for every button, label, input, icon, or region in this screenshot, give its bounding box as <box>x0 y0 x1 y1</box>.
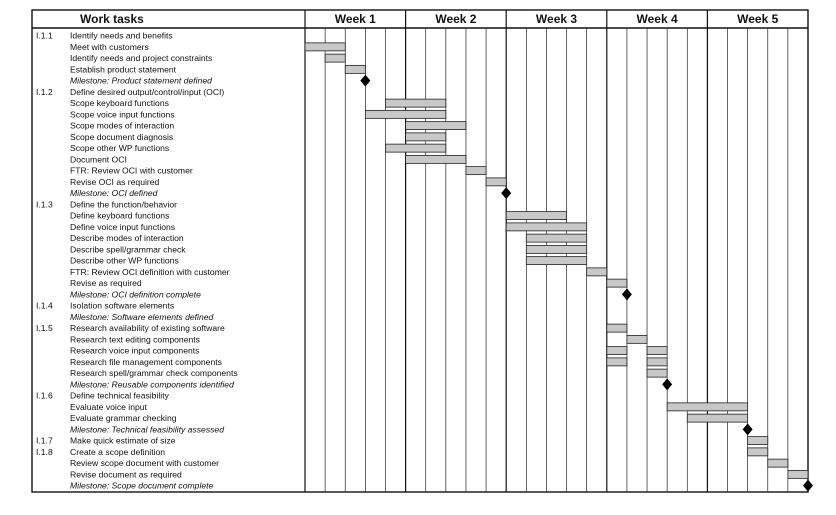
task-bar <box>406 133 446 141</box>
task-id: I.1.4 <box>36 300 53 311</box>
task-bar <box>647 347 667 355</box>
task-label: Research availability of existing software <box>70 323 225 334</box>
task-bars <box>305 43 808 479</box>
milestone-label: Milestone: Product statement defined <box>70 75 212 86</box>
task-id: I.1.5 <box>36 323 53 334</box>
task-label: Scope modes of interaction <box>70 120 175 131</box>
task-label: Identify needs and project constraints <box>70 53 213 64</box>
milestone-label: Milestone: Software elements defined <box>70 311 214 322</box>
task-bar <box>607 324 627 332</box>
task-bar <box>607 279 627 287</box>
task-label: Document OCI <box>70 154 127 165</box>
task-label: Research spell/grammar check components <box>70 368 238 379</box>
task-bar <box>526 234 586 242</box>
task-bar <box>506 223 586 231</box>
task-label: Describe modes of interaction <box>70 233 184 244</box>
task-label: Revise OCI as required <box>70 176 160 187</box>
task-id: I.1.6 <box>36 390 53 401</box>
task-label: Define technical feasibility <box>70 390 169 401</box>
task-bar <box>748 448 768 456</box>
task-bar <box>385 144 445 152</box>
task-bar <box>466 167 486 175</box>
task-label: Research file management components <box>70 356 222 367</box>
week-header: Week 5 <box>737 12 779 26</box>
task-bar <box>325 54 345 62</box>
task-label: Scope other WP functions <box>70 143 170 154</box>
task-label: Research voice input components <box>70 345 200 356</box>
task-label: Scope keyboard functions <box>70 98 169 109</box>
task-label: Research text editing components <box>70 334 200 345</box>
task-bar <box>788 470 808 478</box>
milestone-label: Milestone: Scope document complete <box>70 480 214 491</box>
task-bar <box>526 245 586 253</box>
task-label: Revise as required <box>70 278 142 289</box>
task-label: Describe other WP functions <box>70 255 179 266</box>
task-bar <box>748 437 768 445</box>
task-label: Scope document diagnosis <box>70 131 174 142</box>
task-bar <box>506 212 566 220</box>
week-header: Week 2 <box>435 12 477 26</box>
task-label: Define voice input functions <box>70 221 176 232</box>
milestone-diamond <box>622 288 632 300</box>
task-bar <box>365 110 445 118</box>
task-label: Scope voice input functions <box>70 109 175 120</box>
task-label: Revise document as required <box>70 469 182 480</box>
task-label: Evaluate voice input <box>70 401 147 412</box>
task-bar <box>768 459 788 467</box>
task-bar <box>345 65 365 73</box>
task-label: Review scope document with customer <box>70 458 220 469</box>
task-bar <box>406 122 466 130</box>
task-id: I.1.8 <box>36 446 53 457</box>
task-label: Define the function/behavior <box>70 199 178 210</box>
milestone-diamond <box>501 187 511 199</box>
task-label: Evaluate grammar checking <box>70 413 177 424</box>
header-row <box>80 12 779 26</box>
task-label: Make quick estimate of size <box>70 435 176 446</box>
milestone-diamond <box>803 480 813 492</box>
milestone-label: Milestone: Technical feasibility assessed <box>70 424 224 435</box>
milestone-diamond <box>360 75 370 87</box>
task-id: I.1.7 <box>36 435 53 446</box>
task-id: I.1.1 <box>36 30 53 41</box>
task-bar <box>385 99 445 107</box>
task-label: Create a scope definition <box>70 446 166 457</box>
task-bar <box>526 257 586 265</box>
task-id: I.1.3 <box>36 199 53 210</box>
task-bar <box>406 155 466 163</box>
task-bar <box>607 358 627 366</box>
task-label: FTR: Review OCI with customer <box>70 165 193 176</box>
task-bar <box>687 414 747 422</box>
task-label: Describe spell/grammar check <box>70 244 186 255</box>
milestone-label: Milestone: OCI definition complete <box>70 289 201 300</box>
milestone-label: Milestone: Reusable components identified <box>70 379 234 390</box>
milestone-diamond <box>743 423 753 435</box>
task-label: Meet with customers <box>70 41 149 52</box>
task-bar <box>647 358 667 366</box>
task-label: FTR: Review OCI definition with customer <box>70 266 230 277</box>
task-id: I.1.2 <box>36 86 53 97</box>
task-bar <box>305 43 345 51</box>
work-tasks-header: Work tasks <box>80 12 144 26</box>
task-label: Define keyboard functions <box>70 210 170 221</box>
milestone-label: Milestone: OCI defined <box>70 188 158 199</box>
week-header: Week 1 <box>334 12 376 26</box>
week-header: Week 4 <box>636 12 678 26</box>
task-label: Identify needs and benefits <box>70 30 173 41</box>
task-bar <box>607 347 627 355</box>
task-bar <box>647 369 667 377</box>
task-label: Define desired output/control/input (OCI) <box>70 86 225 97</box>
task-bar <box>486 178 506 186</box>
task-label: Establish product statement <box>70 64 177 75</box>
task-bar <box>587 268 607 276</box>
task-bar <box>667 403 747 411</box>
task-label: Isolation software elements <box>70 300 175 311</box>
week-header: Week 3 <box>535 12 578 26</box>
milestone-diamond <box>662 378 672 390</box>
task-labels <box>36 31 238 491</box>
task-bar <box>627 335 647 343</box>
